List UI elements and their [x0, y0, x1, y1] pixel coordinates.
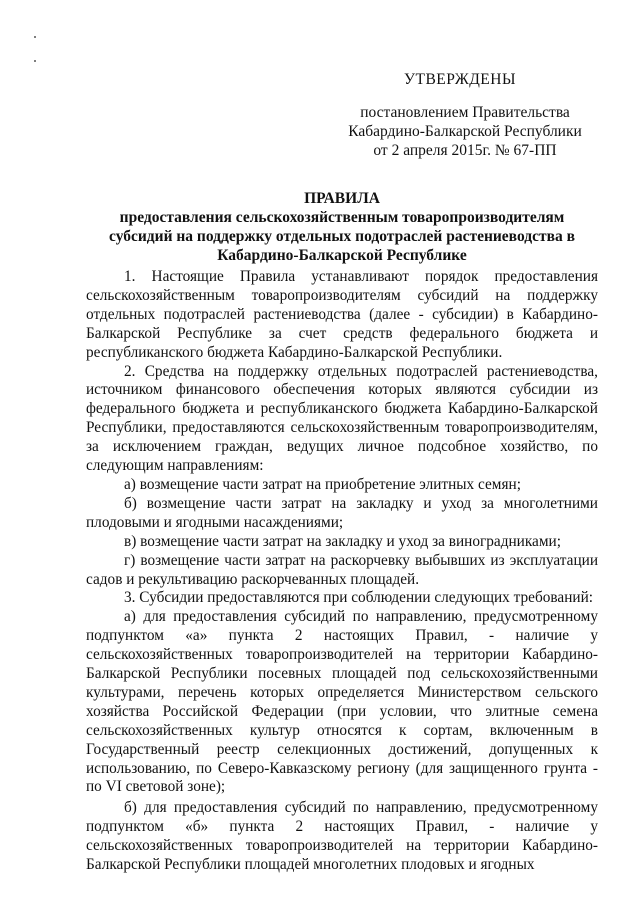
approval-heading: УТВЕРЖДЕНЫ — [404, 71, 516, 88]
paragraph: а) для предоставления субсидий по направлению, предусмотренному подпунктом «а» пункта 2 настоящих Правил, - наличие у сельскохозяйственных товаропроизводителей на территории Кабардино-Балкарской Республики посевных площадей под сельскохозяйственными культурами, перечень которых определяется Министерством сельского хозяйства Российской Федерации (при условии, что элитные семена сельскохозяйственных культур относятся к сортам, включенным в Государственный реестр селекционных достижений, допущенных к использованию, по Северо-Кавказскому региону (для защищенного грунта - по VI световой зоне); — [86, 608, 598, 796]
approval-line: Кабардино-Балкарской Республики — [348, 123, 582, 140]
paragraph: 2. Средства на поддержку отдельных подотраслей растениеводства, источником финансового обеспечения которых являются субсидии из федерального бюджета и республиканского бюджета Кабардино-Балкарской Республики, предоставляются сельскохозяйственным товаропроизводителям, за исключением граждан, ведущих личное подсобное хозяйство, по следующим направлениям: — [86, 362, 598, 475]
paragraph: б) возмещение части затрат на закладку и уход за многолетними плодовыми и ягодными насаждениями; — [86, 494, 598, 531]
document-title — [86, 189, 598, 265]
paragraph: в) возмещение части затрат на закладку и уход за виноградниками; — [124, 532, 561, 550]
title-line: предоставления сельскохозяйственным товаропроизводителям — [119, 209, 565, 226]
title-line: субсидий на поддержку отдельных подотраслей растениеводства в — [109, 228, 575, 245]
approval-line: постановлением Правительства — [360, 104, 570, 121]
document-body — [86, 268, 598, 875]
scan-speck — [34, 36, 36, 38]
title-line: Кабардино-Балкарской Республике — [217, 247, 467, 264]
scan-speck — [34, 60, 36, 62]
title-main: ПРАВИЛА — [304, 190, 380, 207]
approval-line: от 2 апреля 2015г. № 67-ПП — [373, 142, 557, 159]
paragraph: 1. Настоящие Правила устанавливают порядок предоставления сельскохозяйственным товаропроизводителям субсидий на поддержку отдельных подотраслей растениеводства (далее - субсидии) в Кабардино-Балкарской Республике за счет средств федерального бюджета и республиканского бюджета Кабардино-Балкарской Республики. — [86, 268, 598, 361]
paragraph: 3. Субсидии предоставляются при соблюдении следующих требований: — [124, 589, 594, 607]
paragraph: г) возмещение части затрат на раскорчевку выбывших из эксплуатации садов и рекультивацию раскорчеванных площадей. — [86, 551, 598, 588]
paragraph: б) для предоставления субсидий по направлению, предусмотренному подпунктом «б» пункта 2 настоящих Правил, - наличие у сельскохозяйственных товаропроизводителей на территории Кабардино-Балкарской Республики площадей многолетних плодовых и ягодных — [86, 799, 598, 874]
paragraph: а) возмещение части затрат на приобретение элитных семян; — [124, 475, 521, 493]
approval-block — [330, 70, 600, 160]
